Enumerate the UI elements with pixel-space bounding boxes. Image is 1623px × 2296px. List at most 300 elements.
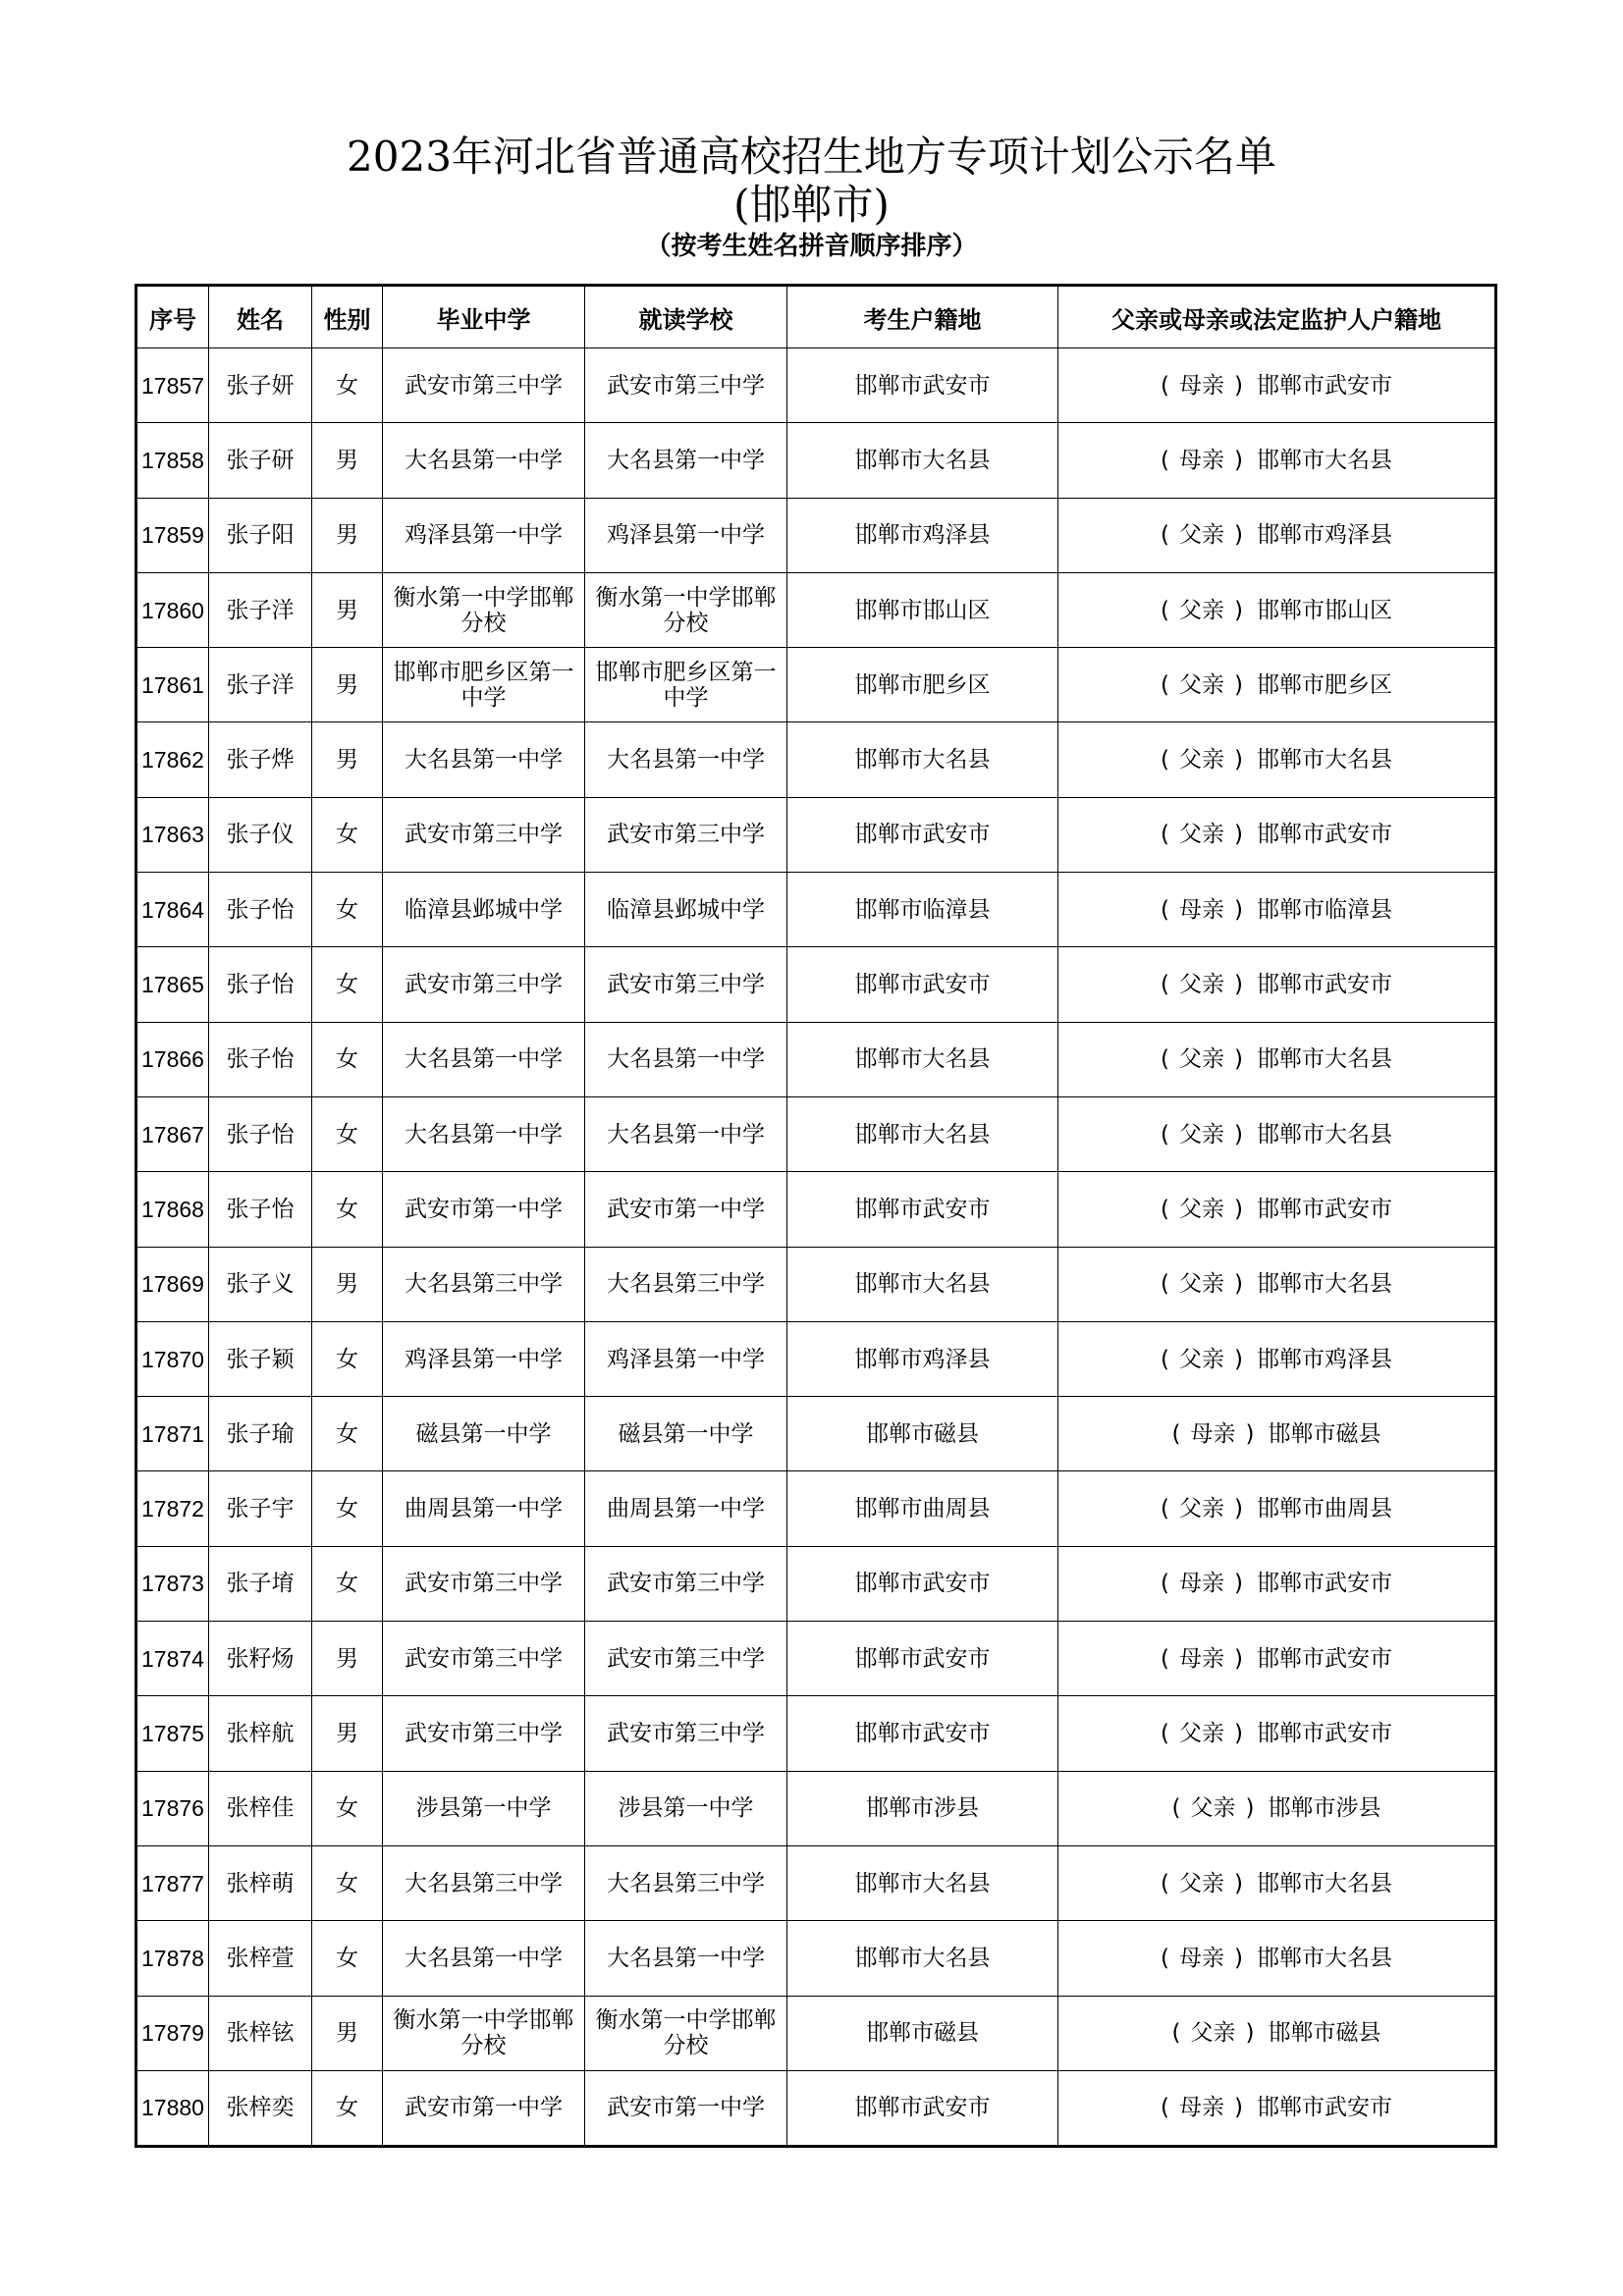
guardian-hukou-value: 邯郸市武安市 <box>1256 1720 1392 1746</box>
paren-close: ) <box>1234 1870 1243 1896</box>
guardian-hukou-value: 邯郸市武安市 <box>1256 2095 1392 2121</box>
paren-close: ) <box>1245 2020 1255 2047</box>
paren-close: ) <box>1234 372 1243 399</box>
cell-no: 17879 <box>136 1996 209 2070</box>
cell-grad-school: 大名县第三中学 <box>383 1845 585 1920</box>
guardian-relation <box>1161 897 1243 923</box>
table-row <box>136 1546 1496 1621</box>
cell-current-school: 大名县第三中学 <box>585 1845 787 1920</box>
cell-gender: 女 <box>312 1546 383 1621</box>
guardian-hukou-value: 邯郸市鸡泽县 <box>1256 522 1392 549</box>
cell-name: 张子宇 <box>209 1471 312 1546</box>
cell-no: 17880 <box>136 2070 209 2146</box>
guardian-relation <box>1172 1795 1255 1821</box>
guardian-relation <box>1161 1271 1243 1297</box>
paren-open: ( <box>1171 2020 1181 2047</box>
cell-hukou: 邯郸市大名县 <box>787 1845 1058 1920</box>
paren-open: ( <box>1161 747 1169 774</box>
guardian-relation-label: 父亲 <box>1179 1046 1224 1073</box>
paren-close: ) <box>1234 822 1243 848</box>
cell-name: 张子阳 <box>209 498 312 572</box>
column-header-guardian-hukou: 父亲或母亲或法定监护人户籍地 <box>1058 286 1496 348</box>
cell-grad-school: 大名县第一中学 <box>383 1096 585 1171</box>
guardian-hukou-value: 邯郸市武安市 <box>1256 1571 1392 1597</box>
cell-hukou: 邯郸市武安市 <box>787 2070 1058 2146</box>
cell-no: 17876 <box>136 1771 209 1845</box>
guardian-hukou-value: 邯郸市武安市 <box>1256 972 1392 998</box>
document-city: (邯郸市) <box>733 181 890 229</box>
paren-close: ) <box>1245 1420 1255 1447</box>
cell-guardian-hukou <box>1058 1921 1496 1996</box>
cell-name: 张子仪 <box>209 797 312 872</box>
paren-open: ( <box>1161 372 1169 399</box>
cell-hukou: 邯郸市武安市 <box>787 1696 1058 1771</box>
table-row <box>136 873 1496 947</box>
cell-current-school: 武安市第三中学 <box>585 1696 787 1771</box>
cell-name: 张子洋 <box>209 572 312 647</box>
cell-grad-school: 大名县第一中学 <box>383 722 585 797</box>
cell-hukou: 邯郸市大名县 <box>787 1247 1058 1321</box>
cell-grad-school: 临漳县邺城中学 <box>383 873 585 947</box>
guardian-relation-label: 父亲 <box>1179 522 1224 549</box>
cell-guardian-hukou <box>1058 1546 1496 1621</box>
cell-no: 17859 <box>136 498 209 572</box>
cell-guardian-hukou <box>1058 1696 1496 1771</box>
cell-hukou: 邯郸市大名县 <box>787 1921 1058 1996</box>
cell-hukou: 邯郸市磁县 <box>787 1397 1058 1471</box>
cell-name: 张梓佳 <box>209 1771 312 1845</box>
cell-guardian-hukou <box>1058 722 1496 797</box>
cell-name: 张梓萌 <box>209 1845 312 1920</box>
paren-open: ( <box>1161 1496 1169 1522</box>
cell-grad-school: 武安市第三中学 <box>383 947 585 1022</box>
cell-hukou: 邯郸市临漳县 <box>787 873 1058 947</box>
guardian-relation-label: 父亲 <box>1179 1496 1224 1522</box>
cell-gender: 女 <box>312 1397 383 1471</box>
table-row <box>136 1996 1496 2070</box>
cell-guardian-hukou <box>1058 873 1496 947</box>
paren-close: ) <box>1234 1496 1243 1522</box>
cell-gender: 女 <box>312 1471 383 1546</box>
guardian-relation <box>1161 1871 1243 1896</box>
paren-open: ( <box>1161 1121 1169 1148</box>
cell-hukou: 邯郸市磁县 <box>787 1996 1058 2070</box>
cell-grad-school: 鸡泽县第一中学 <box>383 498 585 572</box>
cell-gender: 男 <box>312 1247 383 1321</box>
cell-name: 张梓航 <box>209 1696 312 1771</box>
cell-guardian-hukou <box>1058 1096 1496 1171</box>
table-row <box>136 722 1496 797</box>
paren-close: ) <box>1234 1046 1243 1073</box>
cell-current-school: 大名县第一中学 <box>585 423 787 498</box>
guardian-relation-label: 父亲 <box>1179 1720 1224 1746</box>
cell-grad-school: 武安市第三中学 <box>383 1546 585 1621</box>
guardian-relation <box>1161 1122 1243 1148</box>
cell-guardian-hukou <box>1058 1247 1496 1321</box>
cell-name: 张子义 <box>209 1247 312 1321</box>
paren-close: ) <box>1234 1196 1243 1222</box>
paren-open: ( <box>1161 1571 1169 1597</box>
cell-gender: 女 <box>312 348 383 423</box>
cell-no: 17865 <box>136 947 209 1022</box>
paren-open: ( <box>1161 2095 1169 2121</box>
guardian-relation-label: 父亲 <box>1179 671 1224 698</box>
guardian-hukou-value: 邯郸市大名县 <box>1256 1870 1392 1896</box>
cell-no: 17874 <box>136 1622 209 1696</box>
table-row <box>136 648 1496 722</box>
table-row <box>136 1921 1496 1996</box>
paren-close: ) <box>1234 1945 1243 1971</box>
guardian-relation <box>1161 1197 1243 1222</box>
table-row <box>136 1845 1496 1920</box>
cell-name: 张子颖 <box>209 1321 312 1396</box>
guardian-relation-label: 父亲 <box>1179 1870 1224 1896</box>
cell-current-school: 临漳县邺城中学 <box>585 873 787 947</box>
paren-close: ) <box>1234 671 1243 698</box>
guardian-relation-label: 父亲 <box>1179 1271 1224 1298</box>
cell-no: 17869 <box>136 1247 209 1321</box>
roster-table <box>135 284 1497 2148</box>
cell-gender: 女 <box>312 1096 383 1171</box>
cell-current-school: 大名县第三中学 <box>585 1247 787 1321</box>
cell-current-school: 邯郸市肥乡区第一中学 <box>585 648 787 722</box>
guardian-relation <box>1161 747 1243 773</box>
cell-guardian-hukou <box>1058 1397 1496 1471</box>
guardian-relation <box>1161 598 1243 623</box>
table-row <box>136 1622 1496 1696</box>
cell-current-school: 鸡泽县第一中学 <box>585 498 787 572</box>
guardian-relation-label: 父亲 <box>1190 2020 1236 2047</box>
guardian-hukou-value: 邯郸市武安市 <box>1256 1196 1392 1222</box>
cell-hukou: 邯郸市大名县 <box>787 423 1058 498</box>
paren-close: ) <box>1234 447 1243 473</box>
guardian-hukou-value: 邯郸市涉县 <box>1268 1795 1381 1822</box>
table-row <box>136 1096 1496 1171</box>
cell-grad-school: 邯郸市肥乡区第一中学 <box>383 648 585 722</box>
paren-close: ) <box>1234 597 1243 623</box>
table-row <box>136 1771 1496 1845</box>
cell-name: 张子怡 <box>209 1096 312 1171</box>
column-header-no: 序号 <box>136 286 209 348</box>
cell-grad-school: 武安市第三中学 <box>383 1622 585 1696</box>
cell-grad-school: 鸡泽县第一中学 <box>383 1321 585 1396</box>
cell-gender: 男 <box>312 1696 383 1771</box>
table-row <box>136 1696 1496 1771</box>
cell-guardian-hukou <box>1058 1471 1496 1546</box>
guardian-hukou-value: 邯郸市临漳县 <box>1256 896 1392 923</box>
paren-open: ( <box>1161 597 1169 623</box>
guardian-hukou-value: 邯郸市武安市 <box>1256 822 1392 848</box>
cell-current-school: 磁县第一中学 <box>585 1397 787 1471</box>
cell-guardian-hukou <box>1058 648 1496 722</box>
guardian-relation <box>1161 1046 1243 1072</box>
guardian-relation-label: 母亲 <box>1190 1420 1236 1447</box>
cell-guardian-hukou <box>1058 1845 1496 1920</box>
table-row <box>136 498 1496 572</box>
cell-hukou: 邯郸市曲周县 <box>787 1471 1058 1546</box>
paren-close: ) <box>1234 2095 1243 2121</box>
paren-open: ( <box>1161 1645 1169 1672</box>
cell-grad-school: 磁县第一中学 <box>383 1397 585 1471</box>
cell-guardian-hukou <box>1058 1022 1496 1096</box>
guardian-hukou-value: 邯郸市邯山区 <box>1256 597 1392 623</box>
cell-gender: 女 <box>312 1771 383 1845</box>
guardian-relation <box>1161 1571 1243 1596</box>
guardian-relation-label: 母亲 <box>1179 1571 1224 1597</box>
cell-current-school: 武安市第三中学 <box>585 348 787 423</box>
guardian-hukou-value: 邯郸市大名县 <box>1256 1121 1392 1148</box>
cell-gender: 女 <box>312 797 383 872</box>
table-row <box>136 1471 1496 1546</box>
table-header-row <box>136 286 1496 348</box>
guardian-relation-label: 母亲 <box>1179 896 1224 923</box>
cell-name: 张梓萱 <box>209 1921 312 1996</box>
cell-gender: 男 <box>312 648 383 722</box>
guardian-hukou-value: 邯郸市大名县 <box>1256 1271 1392 1298</box>
paren-open: ( <box>1161 1046 1169 1073</box>
guardian-relation-label: 父亲 <box>1190 1795 1236 1822</box>
table-row <box>136 1397 1496 1471</box>
cell-grad-school: 武安市第三中学 <box>383 348 585 423</box>
cell-current-school: 武安市第一中学 <box>585 2070 787 2146</box>
paren-open: ( <box>1171 1420 1181 1447</box>
paren-close: ) <box>1234 1121 1243 1148</box>
cell-no: 17873 <box>136 1546 209 1621</box>
cell-hukou: 邯郸市鸡泽县 <box>787 498 1058 572</box>
guardian-relation-label: 父亲 <box>1179 1121 1224 1148</box>
guardian-relation <box>1161 448 1243 473</box>
cell-current-school: 大名县第一中学 <box>585 722 787 797</box>
guardian-relation <box>1161 1946 1243 1971</box>
paren-close: ) <box>1234 1271 1243 1298</box>
cell-name: 张子怡 <box>209 1022 312 1096</box>
table-row <box>136 572 1496 647</box>
guardian-hukou-value: 邯郸市大名县 <box>1256 1046 1392 1073</box>
guardian-relation <box>1161 1496 1243 1522</box>
guardian-relation <box>1161 1721 1243 1746</box>
cell-gender: 女 <box>312 1321 383 1396</box>
table-row <box>136 947 1496 1022</box>
paren-open: ( <box>1161 896 1169 923</box>
cell-name: 张子洋 <box>209 648 312 722</box>
guardian-relation-label: 母亲 <box>1179 447 1224 473</box>
paren-open: ( <box>1171 1795 1181 1822</box>
column-header-gender: 性别 <box>312 286 383 348</box>
cell-current-school: 武安市第一中学 <box>585 1172 787 1247</box>
cell-current-school: 衡水第一中学邯郸分校 <box>585 1996 787 2070</box>
cell-current-school: 大名县第一中学 <box>585 1022 787 1096</box>
cell-current-school: 武安市第三中学 <box>585 797 787 872</box>
table-row <box>136 1321 1496 1396</box>
column-header-grad-school: 毕业中学 <box>383 286 585 348</box>
paren-close: ) <box>1234 1571 1243 1597</box>
guardian-hukou-value: 邯郸市大名县 <box>1256 747 1392 774</box>
cell-grad-school: 大名县第一中学 <box>383 1921 585 1996</box>
cell-hukou: 邯郸市涉县 <box>787 1771 1058 1845</box>
cell-guardian-hukou <box>1058 1622 1496 1696</box>
cell-no: 17872 <box>136 1471 209 1546</box>
cell-guardian-hukou <box>1058 947 1496 1022</box>
paren-open: ( <box>1161 822 1169 848</box>
cell-grad-school: 大名县第一中学 <box>383 423 585 498</box>
guardian-relation <box>1161 1347 1243 1372</box>
guardian-relation <box>1161 522 1243 548</box>
table-row <box>136 1247 1496 1321</box>
cell-current-school: 曲周县第一中学 <box>585 1471 787 1546</box>
cell-name: 张梓奕 <box>209 2070 312 2146</box>
paren-close: ) <box>1234 1645 1243 1672</box>
paren-open: ( <box>1161 447 1169 473</box>
guardian-relation <box>1161 373 1243 399</box>
guardian-hukou-value: 邯郸市大名县 <box>1256 1945 1392 1971</box>
cell-no: 17861 <box>136 648 209 722</box>
cell-no: 17858 <box>136 423 209 498</box>
guardian-relation-label: 母亲 <box>1179 1945 1224 1971</box>
cell-no: 17866 <box>136 1022 209 1096</box>
cell-guardian-hukou <box>1058 498 1496 572</box>
cell-hukou: 邯郸市鸡泽县 <box>787 1321 1058 1396</box>
cell-name: 张籽炀 <box>209 1622 312 1696</box>
cell-guardian-hukou <box>1058 2070 1496 2146</box>
paren-open: ( <box>1161 1346 1169 1372</box>
cell-hukou: 邯郸市武安市 <box>787 348 1058 423</box>
guardian-relation <box>1161 1646 1243 1672</box>
cell-no: 17860 <box>136 572 209 647</box>
cell-current-school: 武安市第三中学 <box>585 1546 787 1621</box>
cell-guardian-hukou <box>1058 1321 1496 1396</box>
document-sort-note: （按考生姓名拼音顺序排序） <box>645 232 978 261</box>
cell-gender: 女 <box>312 1172 383 1247</box>
paren-close: ) <box>1234 972 1243 998</box>
paren-open: ( <box>1161 1196 1169 1222</box>
cell-no: 17864 <box>136 873 209 947</box>
cell-grad-school: 衡水第一中学邯郸分校 <box>383 572 585 647</box>
cell-name: 张子研 <box>209 423 312 498</box>
cell-grad-school: 武安市第一中学 <box>383 1172 585 1247</box>
paren-open: ( <box>1161 972 1169 998</box>
column-header-name: 姓名 <box>209 286 312 348</box>
cell-gender: 女 <box>312 2070 383 2146</box>
guardian-hukou-value: 邯郸市鸡泽县 <box>1256 1346 1392 1372</box>
cell-current-school: 大名县第一中学 <box>585 1921 787 1996</box>
cell-guardian-hukou <box>1058 797 1496 872</box>
paren-close: ) <box>1245 1795 1255 1822</box>
guardian-hukou-value: 邯郸市武安市 <box>1256 1645 1392 1672</box>
cell-hukou: 邯郸市武安市 <box>787 1172 1058 1247</box>
table-row <box>136 423 1496 498</box>
guardian-relation <box>1172 2020 1255 2046</box>
cell-hukou: 邯郸市肥乡区 <box>787 648 1058 722</box>
cell-current-school: 鸡泽县第一中学 <box>585 1321 787 1396</box>
cell-name: 张子妍 <box>209 348 312 423</box>
cell-gender: 女 <box>312 1921 383 1996</box>
guardian-relation <box>1161 822 1243 847</box>
paren-open: ( <box>1161 1945 1169 1971</box>
table-row <box>136 348 1496 423</box>
cell-hukou: 邯郸市武安市 <box>787 947 1058 1022</box>
cell-current-school: 武安市第三中学 <box>585 1622 787 1696</box>
cell-no: 17878 <box>136 1921 209 1996</box>
cell-no: 17857 <box>136 348 209 423</box>
cell-name: 张子怡 <box>209 1172 312 1247</box>
guardian-relation-label: 母亲 <box>1179 1645 1224 1672</box>
cell-gender: 男 <box>312 572 383 647</box>
cell-name: 张梓铉 <box>209 1996 312 2070</box>
cell-hukou: 邯郸市大名县 <box>787 1022 1058 1096</box>
cell-no: 17867 <box>136 1096 209 1171</box>
paren-open: ( <box>1161 671 1169 698</box>
cell-guardian-hukou <box>1058 572 1496 647</box>
guardian-relation <box>1172 1421 1255 1447</box>
guardian-hukou-value: 邯郸市肥乡区 <box>1256 671 1392 698</box>
cell-guardian-hukou <box>1058 423 1496 498</box>
cell-no: 17870 <box>136 1321 209 1396</box>
guardian-relation <box>1161 672 1243 698</box>
paren-close: ) <box>1234 1720 1243 1746</box>
guardian-hukou-value: 邯郸市武安市 <box>1256 372 1392 399</box>
paren-open: ( <box>1161 1720 1169 1746</box>
cell-grad-school: 武安市第一中学 <box>383 2070 585 2146</box>
guardian-relation-label: 父亲 <box>1179 747 1224 774</box>
cell-name: 张子烨 <box>209 722 312 797</box>
table-row <box>136 2070 1496 2146</box>
paren-open: ( <box>1161 522 1169 549</box>
cell-grad-school: 衡水第一中学邯郸分校 <box>383 1996 585 2070</box>
cell-current-school: 武安市第三中学 <box>585 947 787 1022</box>
cell-grad-school: 大名县第一中学 <box>383 1022 585 1096</box>
table-row <box>136 1172 1496 1247</box>
guardian-relation-label: 父亲 <box>1179 972 1224 998</box>
cell-gender: 女 <box>312 873 383 947</box>
cell-no: 17871 <box>136 1397 209 1471</box>
cell-no: 17877 <box>136 1845 209 1920</box>
cell-gender: 女 <box>312 1845 383 1920</box>
column-header-current-school: 就读学校 <box>585 286 787 348</box>
guardian-relation-label: 父亲 <box>1179 1346 1224 1372</box>
cell-gender: 男 <box>312 1996 383 2070</box>
cell-grad-school: 曲周县第一中学 <box>383 1471 585 1546</box>
cell-grad-school: 涉县第一中学 <box>383 1771 585 1845</box>
paren-open: ( <box>1161 1271 1169 1298</box>
table-body <box>136 348 1496 2147</box>
guardian-hukou-value: 邯郸市磁县 <box>1268 2020 1381 2047</box>
cell-guardian-hukou <box>1058 348 1496 423</box>
cell-name: 张子瑜 <box>209 1397 312 1471</box>
cell-gender: 男 <box>312 498 383 572</box>
cell-hukou: 邯郸市武安市 <box>787 1546 1058 1621</box>
cell-gender: 男 <box>312 423 383 498</box>
cell-name: 张子堉 <box>209 1546 312 1621</box>
cell-hukou: 邯郸市武安市 <box>787 797 1058 872</box>
paren-open: ( <box>1161 1870 1169 1896</box>
cell-guardian-hukou <box>1058 1172 1496 1247</box>
cell-name: 张子怡 <box>209 947 312 1022</box>
cell-gender: 女 <box>312 1022 383 1096</box>
column-header-hukou: 考生户籍地 <box>787 286 1058 348</box>
paren-close: ) <box>1234 522 1243 549</box>
table-row <box>136 1022 1496 1096</box>
cell-grad-school: 大名县第三中学 <box>383 1247 585 1321</box>
guardian-relation-label: 母亲 <box>1179 2095 1224 2121</box>
cell-grad-school: 武安市第三中学 <box>383 1696 585 1771</box>
document-title: 2023年河北省普通高校招生地方专项计划公示名单 <box>347 133 1276 181</box>
cell-no: 17862 <box>136 722 209 797</box>
cell-gender: 男 <box>312 722 383 797</box>
cell-hukou: 邯郸市大名县 <box>787 1096 1058 1171</box>
cell-no: 17863 <box>136 797 209 872</box>
cell-current-school: 大名县第一中学 <box>585 1096 787 1171</box>
cell-grad-school: 武安市第三中学 <box>383 797 585 872</box>
